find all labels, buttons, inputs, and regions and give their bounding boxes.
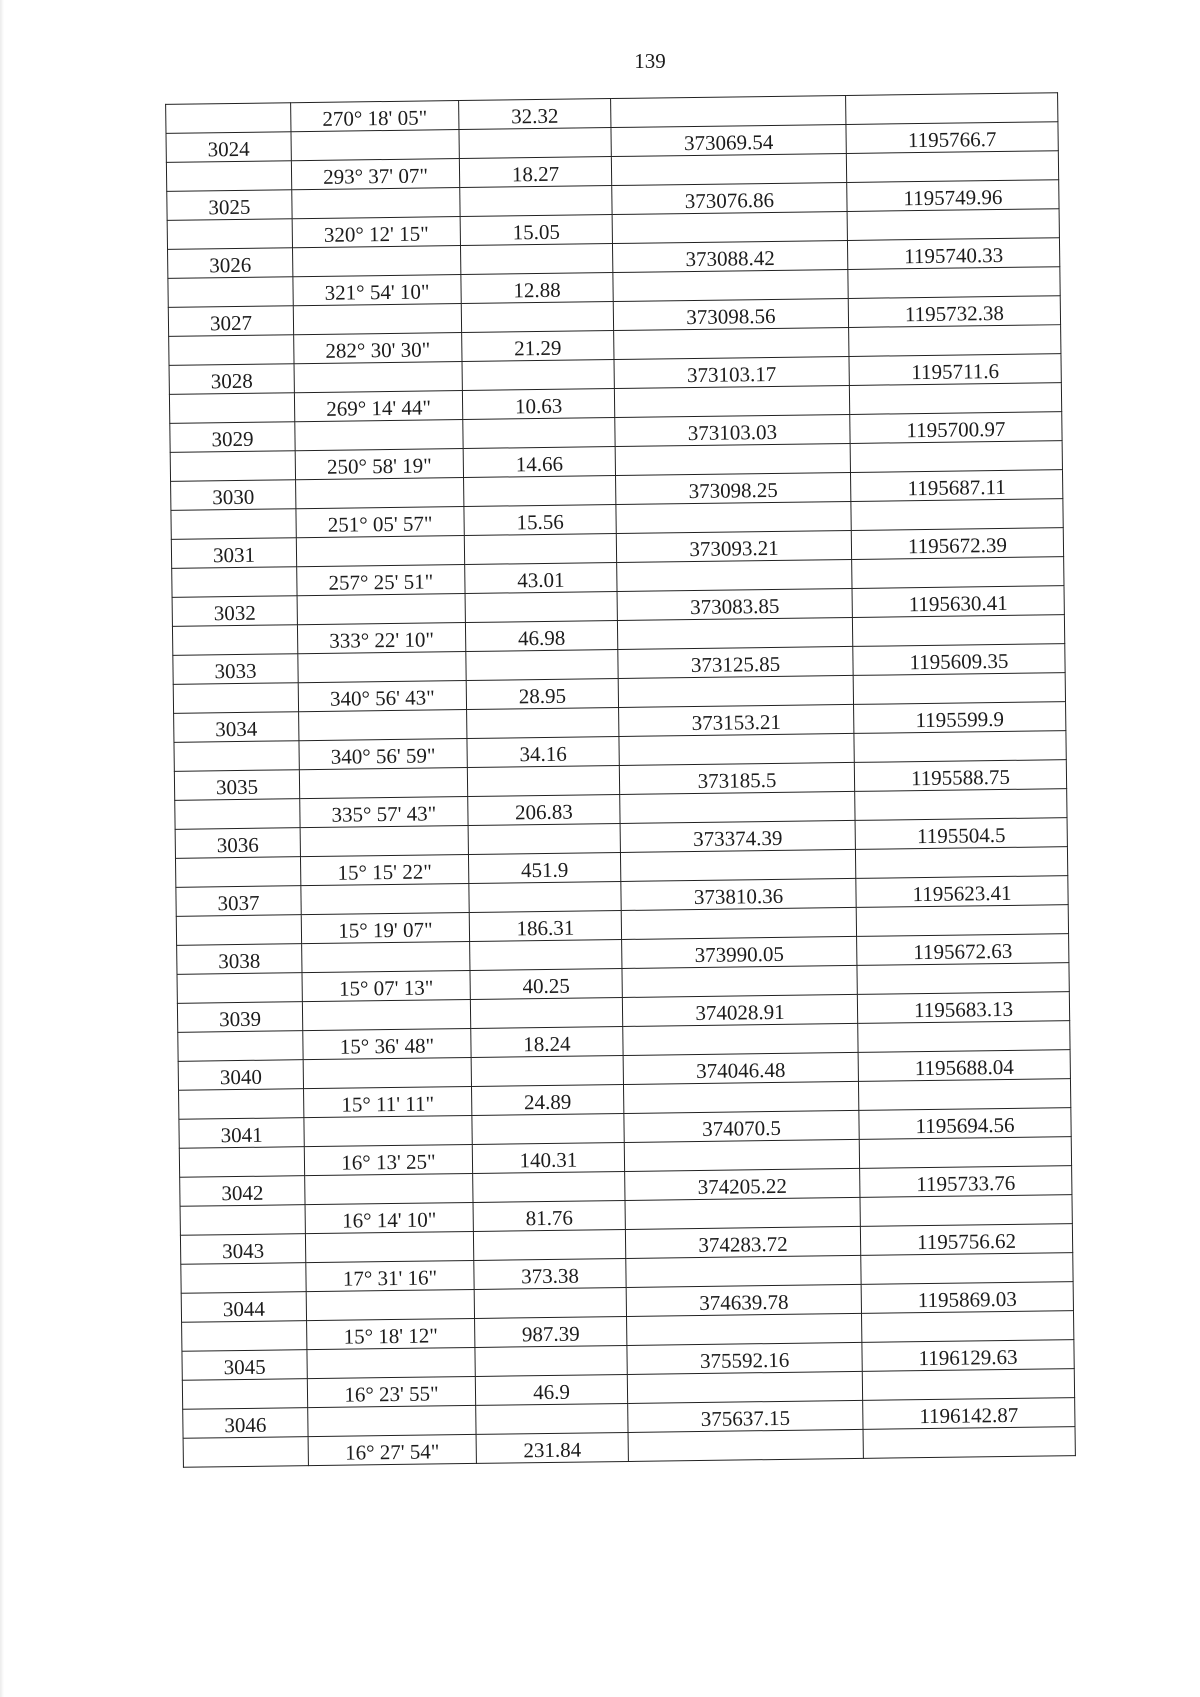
northing-cell: 374639.78	[626, 1284, 861, 1316]
northing-cell-empty	[615, 443, 850, 475]
station-cell-empty	[182, 1321, 307, 1352]
easting-cell: 1195733.76	[860, 1166, 1072, 1198]
northing-cell: 373125.85	[618, 646, 853, 678]
easting-cell-empty	[862, 1311, 1074, 1343]
easting-cell: 1195588.75	[854, 760, 1066, 792]
traverse-table-container	[165, 92, 1075, 1468]
station-cell-empty	[176, 915, 301, 946]
distance-cell: 186.31	[469, 910, 621, 941]
distance-cell-empty	[463, 418, 615, 449]
northing-cell: 373810.36	[621, 878, 856, 910]
bearing-cell-empty	[300, 825, 468, 856]
station-cell: 3039	[177, 1002, 302, 1033]
northing-cell-empty	[626, 1255, 861, 1287]
bearing-cell-empty	[308, 1405, 476, 1436]
station-cell: 3043	[180, 1234, 305, 1265]
bearing-cell-empty	[298, 652, 466, 683]
easting-cell: 1195609.35	[853, 644, 1065, 676]
station-cell-empty	[179, 1147, 304, 1178]
distance-cell: 18.24	[471, 1026, 623, 1057]
distance-cell-empty	[470, 939, 622, 970]
northing-cell-empty	[618, 675, 853, 707]
bearing-cell: 16° 14' 10"	[305, 1202, 473, 1233]
easting-cell-empty	[858, 1021, 1070, 1053]
station-cell: 3029	[170, 422, 295, 453]
station-cell-empty	[174, 741, 299, 772]
distance-cell-empty	[467, 708, 619, 739]
station-cell-empty	[181, 1263, 306, 1294]
northing-cell-empty	[625, 1197, 860, 1229]
bearing-cell-empty	[301, 883, 469, 914]
northing-cell-empty	[612, 211, 847, 243]
bearing-cell: 269° 14' 44"	[294, 391, 462, 422]
station-cell-empty	[166, 103, 291, 134]
page-number: 139	[634, 49, 666, 73]
station-cell-empty	[180, 1205, 305, 1236]
station-cell: 3027	[168, 306, 293, 337]
distance-cell: 81.76	[473, 1200, 625, 1231]
northing-cell: 373098.25	[616, 472, 851, 504]
distance-cell-empty	[459, 128, 611, 159]
northing-cell-empty	[619, 733, 854, 765]
distance-cell: 451.9	[468, 853, 620, 884]
easting-cell-empty	[849, 383, 1061, 415]
distance-cell: 231.84	[476, 1432, 628, 1463]
northing-cell-empty	[614, 385, 849, 417]
station-cell: 3030	[171, 480, 296, 511]
easting-cell-empty	[856, 905, 1068, 937]
easting-cell-empty	[862, 1369, 1074, 1401]
northing-cell: 375592.16	[627, 1342, 862, 1374]
easting-cell: 1195700.97	[850, 412, 1062, 444]
station-cell: 3046	[183, 1408, 308, 1439]
northing-cell: 373076.86	[612, 182, 847, 214]
station-cell-empty	[175, 799, 300, 830]
easting-cell-empty	[854, 731, 1066, 763]
bearing-cell: 16° 23' 55"	[307, 1376, 475, 1407]
northing-cell-empty	[627, 1313, 862, 1345]
station-cell: 3045	[182, 1350, 307, 1381]
station-cell: 3037	[176, 886, 301, 917]
bearing-cell-empty	[293, 304, 461, 335]
distance-cell: 40.25	[470, 968, 622, 999]
bearing-cell: 15° 11' 11"	[304, 1086, 472, 1117]
station-cell: 3044	[181, 1292, 306, 1323]
distance-cell: 987.39	[475, 1316, 627, 1347]
bearing-cell-empty	[297, 594, 465, 625]
distance-cell: 24.89	[471, 1084, 623, 1115]
distance-cell-empty	[467, 766, 619, 797]
distance-cell: 28.95	[466, 679, 618, 710]
bearing-cell: 340° 56' 43"	[298, 681, 466, 712]
traverse-table	[165, 92, 1076, 1468]
bearing-cell-empty	[305, 1231, 473, 1262]
northing-cell-empty	[617, 617, 852, 649]
northing-cell-empty	[621, 907, 856, 939]
distance-cell: 15.56	[464, 505, 616, 536]
distance-cell-empty	[464, 534, 616, 565]
bearing-cell-empty	[294, 362, 462, 393]
bearing-cell-empty	[304, 1115, 472, 1146]
station-cell-empty	[169, 393, 294, 424]
station-cell-empty	[178, 1031, 303, 1062]
bearing-cell: 270° 18' 05"	[291, 101, 459, 132]
northing-cell: 374046.48	[623, 1052, 858, 1084]
bearing-cell: 15° 36' 48"	[303, 1028, 471, 1059]
easting-cell: 1195683.13	[857, 992, 1069, 1024]
station-cell-empty	[177, 973, 302, 1004]
northing-cell: 373185.5	[619, 762, 854, 794]
distance-cell: 21.29	[462, 331, 614, 362]
easting-cell: 1195630.41	[852, 586, 1064, 618]
station-cell-empty	[172, 567, 297, 598]
easting-cell-empty	[857, 963, 1069, 995]
easting-cell-empty	[860, 1195, 1072, 1227]
distance-cell-empty	[476, 1403, 628, 1434]
station-cell-empty	[169, 335, 294, 366]
distance-cell-empty	[461, 302, 613, 333]
bearing-cell-empty	[296, 478, 464, 509]
station-cell: 3026	[168, 248, 293, 279]
bearing-cell: 340° 56' 59"	[299, 738, 467, 769]
northing-cell-empty	[622, 965, 857, 997]
easting-cell: 1195766.7	[846, 122, 1058, 154]
easting-cell: 1195732.38	[848, 296, 1060, 328]
station-cell-empty	[166, 161, 291, 192]
station-cell: 3038	[177, 944, 302, 975]
bearing-cell-empty	[305, 1173, 473, 1204]
northing-cell-empty	[623, 1081, 858, 1113]
northing-cell: 373088.42	[612, 240, 847, 272]
bearing-cell-empty	[303, 1057, 471, 1088]
station-cell-empty	[173, 683, 298, 714]
station-cell-empty	[170, 451, 295, 482]
bearing-cell: 320° 12' 15"	[292, 217, 460, 248]
northing-cell-empty	[624, 1139, 859, 1171]
northing-cell-empty	[613, 269, 848, 301]
northing-cell: 373153.21	[619, 704, 854, 736]
bearing-cell-empty	[299, 767, 467, 798]
bearing-cell-empty	[292, 188, 460, 219]
distance-cell: 12.88	[461, 273, 613, 304]
easting-cell: 1195869.03	[861, 1282, 1073, 1314]
easting-cell: 1195740.33	[847, 238, 1059, 270]
northing-cell-empty	[628, 1429, 863, 1461]
bearing-cell: 16° 13' 25"	[304, 1144, 472, 1175]
northing-cell: 373103.03	[615, 414, 850, 446]
bearing-cell-empty	[295, 420, 463, 451]
northing-cell: 375637.15	[628, 1400, 863, 1432]
easting-cell-empty	[850, 441, 1062, 473]
station-cell: 3025	[167, 190, 292, 221]
distance-cell-empty	[475, 1345, 627, 1376]
easting-cell-empty	[859, 1137, 1071, 1169]
northing-cell: 374070.5	[624, 1110, 859, 1142]
northing-cell: 373069.54	[611, 124, 846, 156]
distance-cell-empty	[472, 1113, 624, 1144]
northing-cell-empty	[620, 849, 855, 881]
easting-cell: 1195623.41	[856, 876, 1068, 908]
easting-cell-empty	[861, 1253, 1073, 1285]
easting-cell-empty	[852, 557, 1064, 589]
northing-cell: 374028.91	[622, 994, 857, 1026]
distance-cell-empty	[473, 1229, 625, 1260]
northing-cell: 373083.85	[617, 588, 852, 620]
easting-cell-empty	[846, 151, 1058, 183]
distance-cell-empty	[474, 1287, 626, 1318]
northing-cell-empty	[611, 95, 846, 127]
bearing-cell-empty	[291, 130, 459, 161]
bearing-cell: 15° 07' 13"	[302, 970, 470, 1001]
bearing-cell: 293° 37' 07"	[291, 159, 459, 190]
distance-cell: 46.98	[465, 621, 617, 652]
distance-cell: 373.38	[474, 1258, 626, 1289]
distance-cell: 15.05	[460, 215, 612, 246]
station-cell: 3042	[180, 1176, 305, 1207]
bearing-cell: 15° 19' 07"	[301, 912, 469, 943]
bearing-cell: 333° 22' 10"	[297, 623, 465, 654]
traverse-table-body	[166, 93, 1076, 1468]
easting-cell: 1195504.5	[855, 818, 1067, 850]
easting-cell-empty	[855, 847, 1067, 879]
easting-cell-empty	[851, 499, 1063, 531]
easting-cell: 1195599.9	[854, 702, 1066, 734]
station-cell: 3024	[166, 132, 291, 163]
station-cell-empty	[179, 1089, 304, 1120]
easting-cell: 1195672.39	[851, 528, 1063, 560]
northing-cell-empty	[623, 1023, 858, 1055]
northing-cell-empty	[611, 153, 846, 185]
distance-cell: 43.01	[465, 563, 617, 594]
distance-cell-empty	[470, 997, 622, 1028]
distance-cell-empty	[473, 1171, 625, 1202]
distance-cell-empty	[460, 244, 612, 275]
distance-cell-empty	[469, 881, 621, 912]
station-cell: 3031	[171, 538, 296, 569]
easting-cell-empty	[853, 673, 1065, 705]
station-cell-empty	[172, 625, 297, 656]
station-cell: 3036	[175, 828, 300, 859]
bearing-cell-empty	[296, 536, 464, 567]
distance-cell-empty	[462, 360, 614, 391]
distance-cell-empty	[464, 476, 616, 507]
bearing-cell-empty	[299, 710, 467, 741]
northing-cell-empty	[616, 501, 851, 533]
distance-cell: 34.16	[467, 737, 619, 768]
northing-cell: 374205.22	[625, 1168, 860, 1200]
northing-cell-empty	[627, 1371, 862, 1403]
distance-cell: 14.66	[463, 447, 615, 478]
easting-cell: 1195688.04	[858, 1050, 1070, 1082]
station-cell: 3028	[169, 364, 294, 395]
station-cell: 3032	[172, 596, 297, 627]
bearing-cell-empty	[302, 999, 470, 1030]
easting-cell: 1195687.11	[850, 470, 1062, 502]
scan-edge-shadow	[0, 0, 4, 1697]
easting-cell-empty	[849, 325, 1061, 357]
distance-cell-empty	[465, 592, 617, 623]
easting-cell: 1196142.87	[863, 1398, 1075, 1430]
station-cell-empty	[168, 277, 293, 308]
easting-cell-empty	[863, 1427, 1075, 1459]
easting-cell: 1195694.56	[859, 1108, 1071, 1140]
bearing-cell-empty	[302, 941, 470, 972]
distance-cell-empty	[466, 650, 618, 681]
station-cell-empty	[167, 219, 292, 250]
northing-cell-empty	[620, 791, 855, 823]
easting-cell-empty	[846, 93, 1058, 125]
northing-cell: 373103.17	[614, 356, 849, 388]
bearing-cell: 15° 18' 12"	[307, 1318, 475, 1349]
northing-cell: 373990.05	[622, 936, 857, 968]
easting-cell-empty	[852, 615, 1064, 647]
station-cell: 3035	[174, 770, 299, 801]
northing-cell-empty	[617, 559, 852, 591]
station-cell: 3041	[179, 1118, 304, 1149]
easting-cell: 1196129.63	[862, 1340, 1074, 1372]
easting-cell: 1195756.62	[860, 1224, 1072, 1256]
distance-cell-empty	[471, 1055, 623, 1086]
bearing-cell: 282° 30' 30"	[294, 333, 462, 364]
bearing-cell: 251° 05' 57"	[296, 507, 464, 538]
station-cell-empty	[171, 509, 296, 540]
station-cell: 3034	[174, 712, 299, 743]
bearing-cell: 15° 15' 22"	[300, 854, 468, 885]
easting-cell: 1195749.96	[847, 180, 1059, 212]
distance-cell: 32.32	[459, 99, 611, 130]
station-cell: 3033	[173, 654, 298, 685]
easting-cell-empty	[855, 789, 1067, 821]
bearing-cell: 335° 57' 43"	[300, 796, 468, 827]
northing-cell: 374283.72	[625, 1226, 860, 1258]
easting-cell: 1195672.63	[857, 934, 1069, 966]
distance-cell: 46.9	[475, 1374, 627, 1405]
station-cell-empty	[182, 1379, 307, 1410]
bearing-cell: 321° 54' 10"	[293, 275, 461, 306]
station-cell-empty	[183, 1437, 308, 1468]
distance-cell: 206.83	[468, 795, 620, 826]
bearing-cell-empty	[293, 246, 461, 277]
bearing-cell: 257° 25' 51"	[297, 565, 465, 596]
distance-cell: 10.63	[462, 389, 614, 420]
easting-cell-empty	[847, 209, 1059, 241]
station-cell: 3040	[178, 1060, 303, 1091]
easting-cell-empty	[858, 1079, 1070, 1111]
bearing-cell-empty	[306, 1289, 474, 1320]
northing-cell-empty	[614, 327, 849, 359]
distance-cell-empty	[460, 186, 612, 217]
easting-cell: 1195711.6	[849, 354, 1061, 386]
easting-cell-empty	[848, 267, 1060, 299]
bearing-cell-empty	[307, 1347, 475, 1378]
station-cell-empty	[175, 857, 300, 888]
distance-cell: 18.27	[459, 157, 611, 188]
northing-cell: 373093.21	[616, 530, 851, 562]
northing-cell: 373098.56	[613, 298, 848, 330]
bearing-cell: 250° 58' 19"	[295, 449, 463, 480]
bearing-cell: 17° 31' 16"	[306, 1260, 474, 1291]
distance-cell: 140.31	[472, 1142, 624, 1173]
northing-cell: 373374.39	[620, 820, 855, 852]
distance-cell-empty	[468, 824, 620, 855]
bearing-cell: 16° 27' 54"	[308, 1434, 476, 1465]
